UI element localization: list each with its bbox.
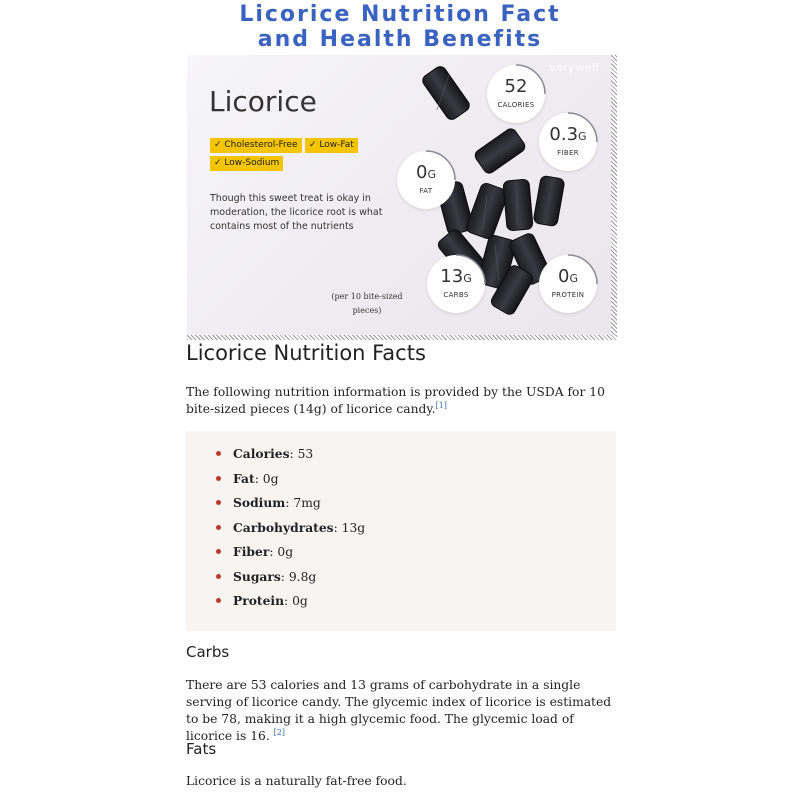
fact-name: Carbohydrates [233,519,334,535]
list-item [214,543,365,568]
stat-fiber-label: FIBER [557,149,579,157]
infographic-description: Though this sweet treat is okay in moderation, the licorice root is what contains most of the nutrients [210,193,383,232]
list-item [214,519,365,544]
badge-cholesterol-free: ✓ Cholesterol-Free [210,138,302,153]
badge-low-fat: ✓ Low-Fat [305,138,358,153]
stat-fat-label: FAT [419,187,433,195]
list-item [214,494,365,519]
fact-name: Protein [233,593,285,608]
page-title-line-2: and Health Benefits [257,27,543,52]
list-item [214,568,365,593]
bullet-icon [216,525,221,530]
page-title [0,2,800,52]
carbs-paragraph [186,677,618,745]
fact-value: : 13g [333,520,366,535]
stat-fiber: 0.3G FIBER [539,113,597,171]
citation-link-1[interactable]: [1] [435,400,447,410]
stat-carbs-label: CARBS [443,291,469,299]
fact-value: : 9.8g [280,569,317,584]
fact-name: Sodium [233,495,286,510]
stat-protein: 0G PROTEIN [539,255,597,313]
licorice-infographic [187,55,617,340]
article-heading: Licorice Nutrition Facts [186,341,426,365]
carbs-text: There are 53 calories and 13 grams of carbohydrate in a single serving of licorice candy. The glycemic index of licorice is estimated to be 78, making it a high glycemic food. The glycemic load of licorice is 16. [186,678,612,743]
stat-calories-label: CALORIES [497,101,535,109]
fact-value: : 7mg [285,496,321,510]
stat-calories-value: 52 [504,76,528,97]
fact-name: Fat [233,470,255,486]
bullet-icon [216,574,221,579]
list-item [214,592,365,617]
fact-value: : 0g [254,471,279,486]
stat-fat-value: 0 [416,162,428,183]
bullet-icon [216,598,221,603]
fact-value: : 0g [284,594,308,608]
stat-fat: 0G FAT [397,151,455,209]
bullet-icon [216,500,221,505]
bullet-icon [216,451,221,456]
badge-low-sodium: ✓ Low-Sodium [210,156,283,171]
list-item [214,445,365,470]
stat-protein-value: 0 [558,266,570,287]
stat-carbs: 13G CARBS [427,255,485,313]
fats-heading: Fats [186,740,217,758]
stat-carbs-value: 13 [440,266,464,287]
infographic-heading: Licorice [209,85,317,118]
fats-paragraph: Licorice is a naturally fat-free food. [186,774,407,788]
bullet-icon [216,549,221,554]
citation-link-2[interactable]: [2] [273,727,286,737]
intro-text: The following nutrition information is provided by the USDA for 10 bite-sized pieces (14g) of licorice candy. [186,385,605,416]
fact-value: : 53 [289,447,314,461]
image-border-bottom [187,335,617,340]
bullet-icon [216,476,221,481]
fact-name: Sugars [233,568,281,584]
list-item [214,470,365,495]
fact-value: : 0g [269,545,294,559]
stat-fiber-value: 0.3 [549,124,579,145]
nutrition-facts-box [186,431,616,631]
intro-paragraph [186,384,618,418]
carbs-heading: Carbs [186,643,230,661]
fact-name: Fiber [233,544,270,559]
brand-logo: verywell [549,61,600,74]
stat-protein-label: PROTEIN [551,291,585,299]
image-border-right [611,55,617,340]
page-title-line-1: Licorice Nutrition Fact [239,2,561,27]
nutrition-facts-list [214,445,365,617]
serving-note: (per 10 bite-sized pieces) [331,292,403,315]
fact-name: Calories [233,446,290,461]
